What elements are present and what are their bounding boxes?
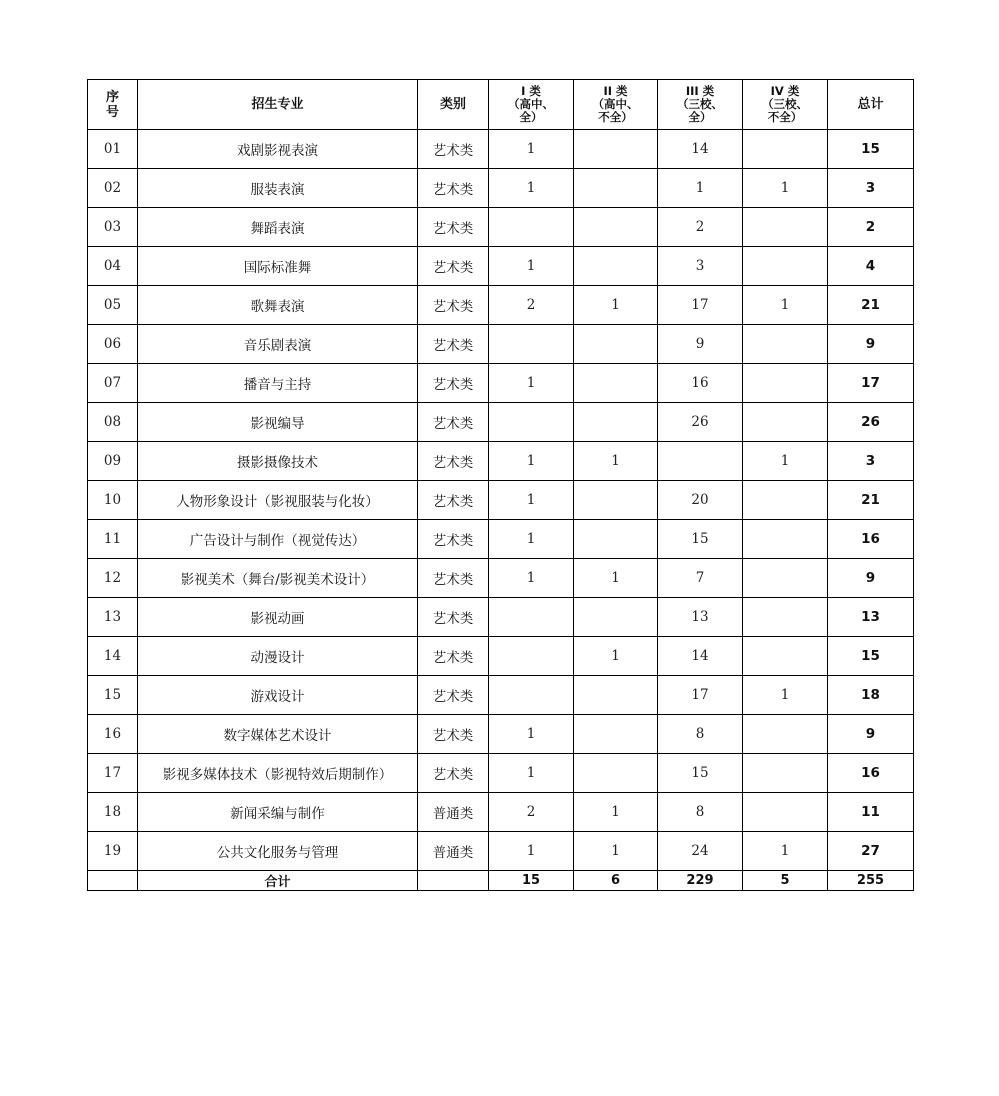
sum-row <box>88 871 914 891</box>
row-class-3: 17 <box>658 286 743 325</box>
row-class-3: 20 <box>658 481 743 520</box>
row-class-3: 26 <box>658 403 743 442</box>
header-class-2: II 类 （高中、 不全） <box>574 80 658 130</box>
row-class-3: 8 <box>658 715 743 754</box>
row-seq: 04 <box>88 247 138 286</box>
row-major: 游戏设计 <box>138 676 418 715</box>
row-category: 普通类 <box>418 832 489 871</box>
row-class-2 <box>574 754 658 793</box>
row-total: 13 <box>828 598 914 637</box>
row-seq: 14 <box>88 637 138 676</box>
row-total: 21 <box>828 481 914 520</box>
row-class-3: 2 <box>658 208 743 247</box>
row-class-4 <box>743 559 828 598</box>
row-class-2 <box>574 247 658 286</box>
row-category: 艺术类 <box>418 520 489 559</box>
sum-class-1: 15 <box>489 871 574 891</box>
row-class-3: 14 <box>658 637 743 676</box>
header-row <box>88 80 914 130</box>
row-class-1 <box>489 637 574 676</box>
table-row <box>88 598 914 637</box>
sum-category-cell <box>418 871 489 891</box>
row-class-3: 1 <box>658 169 743 208</box>
row-major: 影视美术（舞台/影视美术设计） <box>138 559 418 598</box>
row-class-3: 9 <box>658 325 743 364</box>
row-class-1 <box>489 325 574 364</box>
row-class-2 <box>574 169 658 208</box>
row-class-2 <box>574 676 658 715</box>
row-seq: 05 <box>88 286 138 325</box>
row-class-1 <box>489 598 574 637</box>
row-class-1 <box>489 403 574 442</box>
table-row <box>88 169 914 208</box>
row-major: 公共文化服务与管理 <box>138 832 418 871</box>
row-class-4 <box>743 403 828 442</box>
row-class-3: 24 <box>658 832 743 871</box>
table-row <box>88 130 914 169</box>
row-class-2: 1 <box>574 637 658 676</box>
table-row <box>88 481 914 520</box>
table-row <box>88 364 914 403</box>
table-body <box>88 130 914 871</box>
sum-total: 255 <box>828 871 914 891</box>
row-class-2 <box>574 130 658 169</box>
table-row <box>88 559 914 598</box>
row-total: 18 <box>828 676 914 715</box>
row-class-3: 14 <box>658 130 743 169</box>
row-total: 17 <box>828 364 914 403</box>
row-seq: 12 <box>88 559 138 598</box>
row-category: 艺术类 <box>418 325 489 364</box>
row-class-4: 1 <box>743 169 828 208</box>
row-total: 21 <box>828 286 914 325</box>
row-class-1 <box>489 676 574 715</box>
row-class-4 <box>743 208 828 247</box>
row-major: 舞蹈表演 <box>138 208 418 247</box>
row-major: 新闻采编与制作 <box>138 793 418 832</box>
row-class-2 <box>574 481 658 520</box>
header-class-1: I 类 （高中、 全） <box>489 80 574 130</box>
row-seq: 06 <box>88 325 138 364</box>
row-category: 艺术类 <box>418 364 489 403</box>
row-class-4: 1 <box>743 286 828 325</box>
table-row <box>88 832 914 871</box>
row-class-2 <box>574 208 658 247</box>
row-total: 15 <box>828 130 914 169</box>
row-category: 艺术类 <box>418 442 489 481</box>
row-class-1: 1 <box>489 559 574 598</box>
row-class-4 <box>743 598 828 637</box>
row-category: 艺术类 <box>418 676 489 715</box>
row-class-4: 1 <box>743 676 828 715</box>
row-seq: 18 <box>88 793 138 832</box>
row-major: 戏剧影视表演 <box>138 130 418 169</box>
row-class-2 <box>574 364 658 403</box>
row-major: 摄影摄像技术 <box>138 442 418 481</box>
row-class-1: 1 <box>489 169 574 208</box>
row-class-4: 1 <box>743 442 828 481</box>
sum-seq-cell <box>88 871 138 891</box>
row-class-1: 1 <box>489 520 574 559</box>
row-class-3: 16 <box>658 364 743 403</box>
header-class-3: III 类 （三校、 全） <box>658 80 743 130</box>
table-row <box>88 676 914 715</box>
row-total: 16 <box>828 520 914 559</box>
row-class-2 <box>574 520 658 559</box>
row-class-4: 1 <box>743 832 828 871</box>
row-seq: 10 <box>88 481 138 520</box>
row-class-2 <box>574 715 658 754</box>
row-class-2: 1 <box>574 832 658 871</box>
table-row <box>88 637 914 676</box>
row-major: 播音与主持 <box>138 364 418 403</box>
row-category: 艺术类 <box>418 715 489 754</box>
row-major: 服装表演 <box>138 169 418 208</box>
header-class-4: IV 类 （三校、 不全） <box>743 80 828 130</box>
row-class-1: 1 <box>489 715 574 754</box>
row-seq: 07 <box>88 364 138 403</box>
row-class-2: 1 <box>574 793 658 832</box>
row-class-1 <box>489 208 574 247</box>
row-class-1: 2 <box>489 793 574 832</box>
row-category: 艺术类 <box>418 598 489 637</box>
row-class-4 <box>743 481 828 520</box>
row-class-3 <box>658 442 743 481</box>
row-class-4 <box>743 130 828 169</box>
row-total: 4 <box>828 247 914 286</box>
table-row <box>88 715 914 754</box>
table-row <box>88 403 914 442</box>
sum-class-3: 229 <box>658 871 743 891</box>
table-row <box>88 247 914 286</box>
row-seq: 13 <box>88 598 138 637</box>
row-class-2: 1 <box>574 559 658 598</box>
row-seq: 11 <box>88 520 138 559</box>
row-major: 数字媒体艺术设计 <box>138 715 418 754</box>
table-row <box>88 286 914 325</box>
table-row <box>88 208 914 247</box>
row-seq: 16 <box>88 715 138 754</box>
header-major: 招生专业 <box>138 80 418 130</box>
row-major: 音乐剧表演 <box>138 325 418 364</box>
row-major: 歌舞表演 <box>138 286 418 325</box>
row-class-4 <box>743 637 828 676</box>
row-class-1: 1 <box>489 442 574 481</box>
row-class-4 <box>743 715 828 754</box>
row-seq: 03 <box>88 208 138 247</box>
row-class-2: 1 <box>574 286 658 325</box>
row-class-1: 1 <box>489 481 574 520</box>
row-class-1: 2 <box>489 286 574 325</box>
row-class-2: 1 <box>574 442 658 481</box>
table-row <box>88 754 914 793</box>
row-total: 11 <box>828 793 914 832</box>
row-category: 艺术类 <box>418 637 489 676</box>
row-class-4 <box>743 247 828 286</box>
row-category: 艺术类 <box>418 247 489 286</box>
row-class-4 <box>743 520 828 559</box>
row-category: 艺术类 <box>418 130 489 169</box>
row-class-4 <box>743 793 828 832</box>
row-class-3: 17 <box>658 676 743 715</box>
table-row <box>88 793 914 832</box>
row-major: 影视多媒体技术（影视特效后期制作） <box>138 754 418 793</box>
row-total: 3 <box>828 442 914 481</box>
row-seq: 02 <box>88 169 138 208</box>
row-class-2 <box>574 598 658 637</box>
row-class-1: 1 <box>489 832 574 871</box>
row-category: 艺术类 <box>418 169 489 208</box>
sum-label: 合计 <box>138 871 418 891</box>
table-row <box>88 520 914 559</box>
row-class-1: 1 <box>489 364 574 403</box>
row-category: 艺术类 <box>418 403 489 442</box>
row-class-2 <box>574 403 658 442</box>
row-class-3: 7 <box>658 559 743 598</box>
header-seq: 序 号 <box>88 80 138 130</box>
row-total: 16 <box>828 754 914 793</box>
row-seq: 15 <box>88 676 138 715</box>
row-major: 人物形象设计（影视服装与化妆） <box>138 481 418 520</box>
row-total: 15 <box>828 637 914 676</box>
row-class-3: 15 <box>658 520 743 559</box>
row-class-3: 13 <box>658 598 743 637</box>
row-total: 9 <box>828 325 914 364</box>
enrollment-table <box>87 79 914 891</box>
row-class-3: 15 <box>658 754 743 793</box>
row-class-1: 1 <box>489 130 574 169</box>
row-seq: 17 <box>88 754 138 793</box>
row-total: 2 <box>828 208 914 247</box>
row-major: 影视动画 <box>138 598 418 637</box>
row-category: 艺术类 <box>418 481 489 520</box>
row-category: 艺术类 <box>418 559 489 598</box>
row-category: 普通类 <box>418 793 489 832</box>
row-category: 艺术类 <box>418 208 489 247</box>
row-class-3: 8 <box>658 793 743 832</box>
table-row <box>88 325 914 364</box>
row-major: 影视编导 <box>138 403 418 442</box>
row-major: 广告设计与制作（视觉传达） <box>138 520 418 559</box>
row-major: 国际标准舞 <box>138 247 418 286</box>
sum-class-4: 5 <box>743 871 828 891</box>
row-seq: 01 <box>88 130 138 169</box>
header-total: 总计 <box>828 80 914 130</box>
row-total: 3 <box>828 169 914 208</box>
row-class-1: 1 <box>489 754 574 793</box>
row-class-2 <box>574 325 658 364</box>
row-class-4 <box>743 754 828 793</box>
row-major: 动漫设计 <box>138 637 418 676</box>
row-total: 26 <box>828 403 914 442</box>
row-seq: 09 <box>88 442 138 481</box>
sum-class-2: 6 <box>574 871 658 891</box>
row-class-4 <box>743 364 828 403</box>
row-seq: 19 <box>88 832 138 871</box>
table-row <box>88 442 914 481</box>
row-total: 9 <box>828 559 914 598</box>
row-seq: 08 <box>88 403 138 442</box>
header-category: 类别 <box>418 80 489 130</box>
row-class-1: 1 <box>489 247 574 286</box>
row-total: 9 <box>828 715 914 754</box>
row-category: 艺术类 <box>418 286 489 325</box>
row-category: 艺术类 <box>418 754 489 793</box>
row-total: 27 <box>828 832 914 871</box>
row-class-4 <box>743 325 828 364</box>
row-class-3: 3 <box>658 247 743 286</box>
